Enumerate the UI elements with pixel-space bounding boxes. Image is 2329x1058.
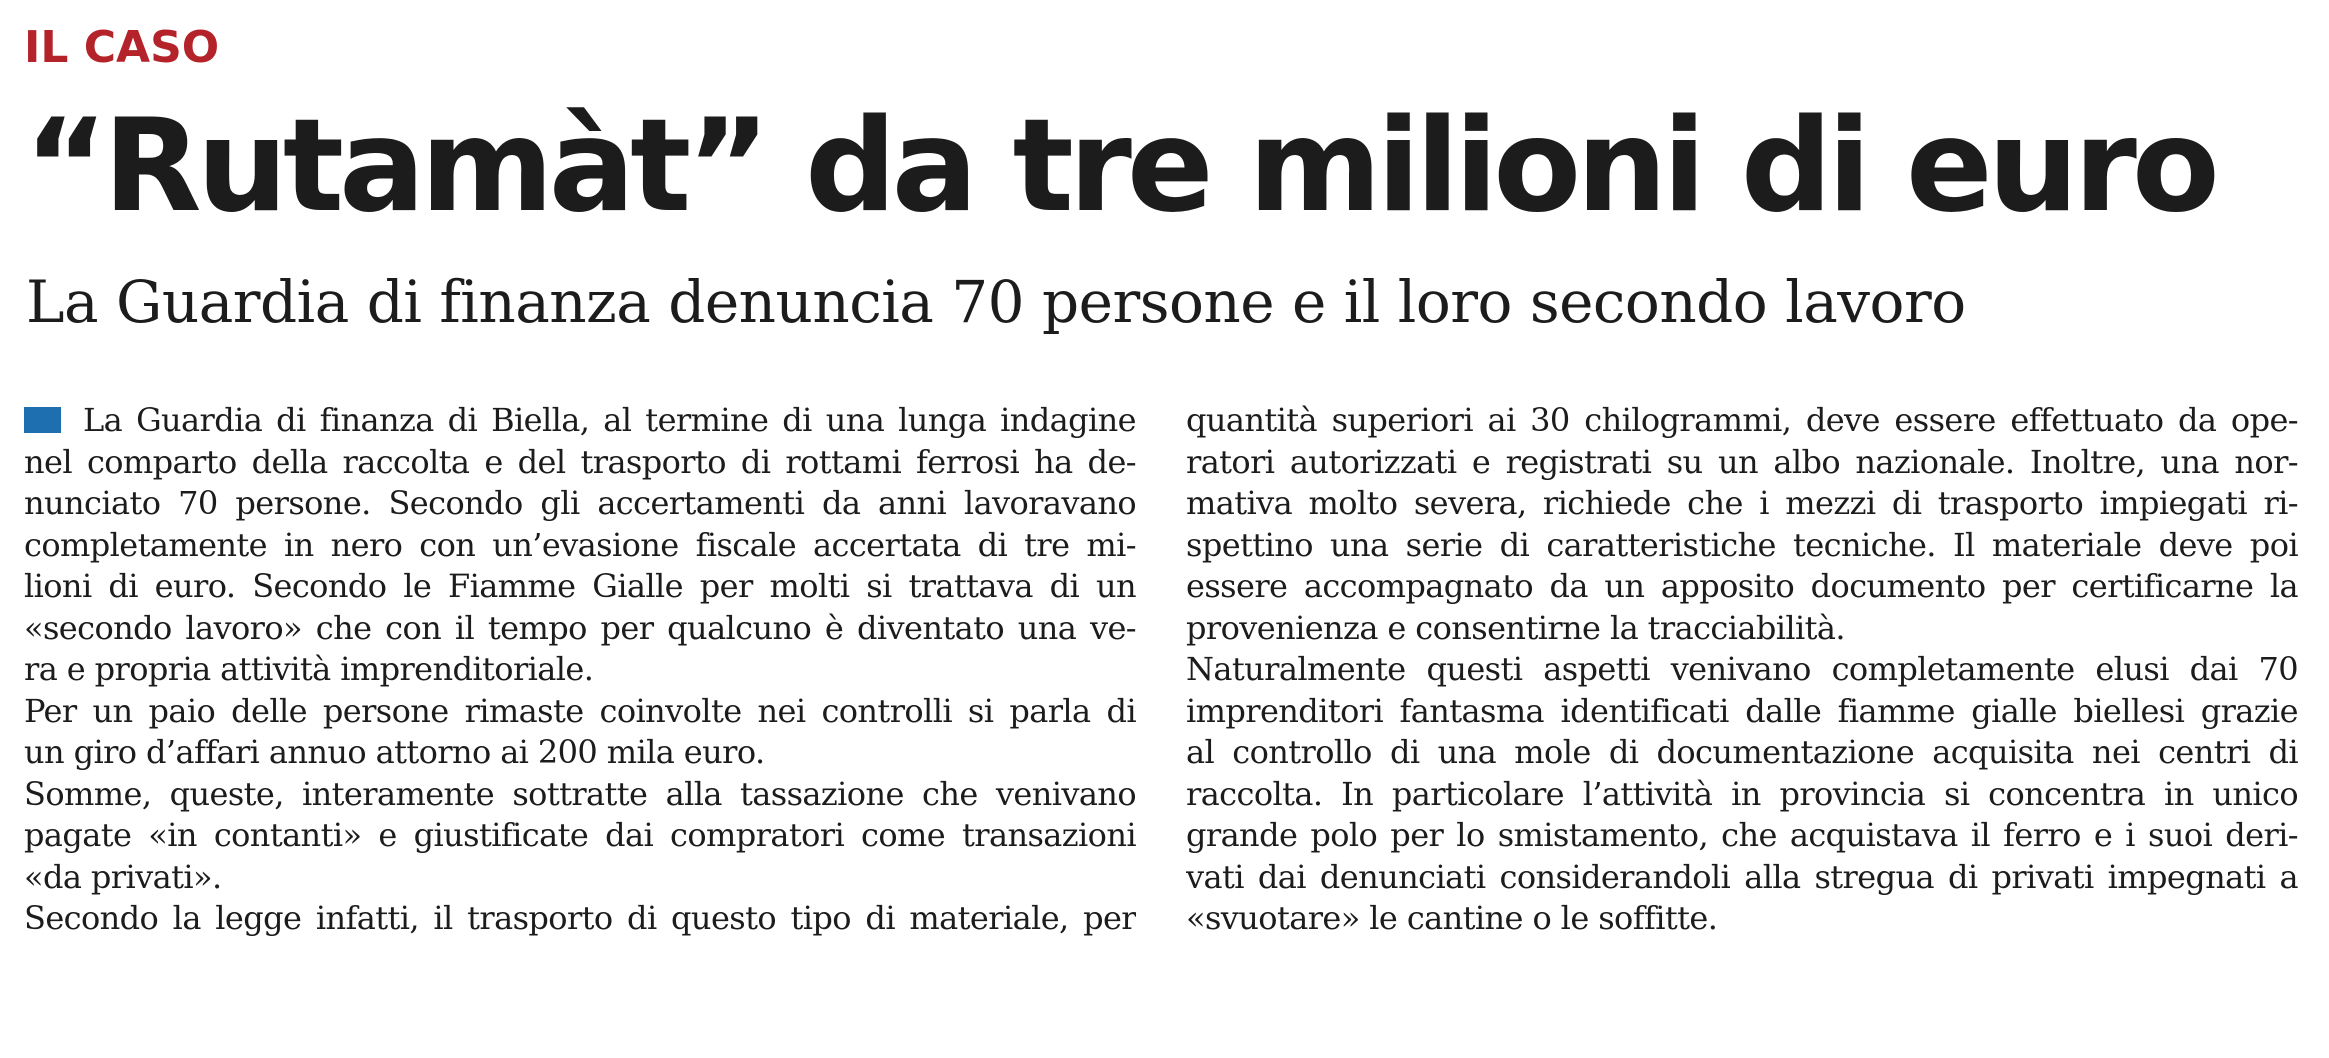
article-subheadline: La Guardia di finanza denuncia 70 persone e il loro secondo lavoro [26,268,1966,336]
body-paragraph [1186,649,2298,940]
body-line: raccolta. In particolare l’attività in provincia si concentra in unico [1186,774,2298,813]
article-headline: “Rutamàt” da tre milioni di euro [24,92,2215,241]
body-line: ratori autorizzati e registrati su un albo nazionale. Inoltre, una nor- [1186,442,2298,481]
body-paragraph [24,400,1136,691]
body-line: spettino una serie di caratteristiche tecniche. Il materiale deve poi [1186,525,2298,564]
body-line: completamente in nero con un’evasione fiscale accertata di tre mi- [24,525,1136,564]
body-paragraph [24,691,1136,774]
body-line: Secondo la legge infatti, il trasporto di questo tipo di materiale, per [24,899,1136,937]
body-line: essere accompagnato da un apposito documento per certificarne la [1186,567,2298,605]
body-line: provenienza e consentirne la tracciabilità. [1186,608,1845,647]
body-line: pagate «in contanti» e giustificate dai compratori come transazioni [24,816,1136,854]
body-line: quantità superiori ai 30 chilogrammi, deve essere effettuato da ope- [1186,401,2298,439]
body-paragraph [24,898,1136,940]
body-line: al controllo di una mole di documentazione acquisita nei centri di [1186,733,2298,771]
body-paragraph [24,774,1136,899]
lead-marker-square [24,407,61,433]
body-line: La Guardia di finanza di Biella, al termine di una lunga indagine [24,400,1136,442]
body-column-left [24,400,1136,940]
body-line: nunciato 70 persone. Secondo gli accertamenti da anni lavoravano [24,484,1136,522]
body-line: Naturalmente questi aspetti venivano completamente elusi dai 70 [1186,650,2298,688]
body-line: nel comparto della raccolta e del trasporto di rottami ferrosi ha de- [24,442,1136,481]
body-line: «da privati». [24,857,222,896]
body-line: «svuotare» le cantine o le soffitte. [1186,899,1718,937]
body-line: grande polo per lo smistamento, che acquistava il ferro e i suoi deri- [1186,816,2298,854]
article-kicker: IL CASO [24,22,220,73]
body-line: imprenditori fantasma identificati dalle fiamme gialle biellesi grazie [1186,691,2298,730]
body-line: «secondo lavoro» che con il tempo per qualcuno è diventato una ve- [24,608,1136,647]
body-column-right [1186,400,2298,940]
body-line: Somme, queste, interamente sottratte alla tassazione che venivano [24,774,1136,813]
body-line: Per un paio delle persone rimaste coinvolte nei controlli si parla di [24,691,1136,730]
body-line: ra e propria attività imprenditoriale. [24,650,594,688]
body-line: lioni di euro. Secondo le Fiamme Gialle per molti si trattava di un [24,567,1136,605]
body-line: mativa molto severa, richiede che i mezzi di trasporto impiegati ri- [1186,484,2298,522]
body-paragraph [1186,400,2298,649]
body-line: un giro d’affari annuo attorno ai 200 mila euro. [24,733,765,771]
body-line: vati dai denunciati considerandoli alla stregua di privati impegnati a [1186,857,2298,896]
